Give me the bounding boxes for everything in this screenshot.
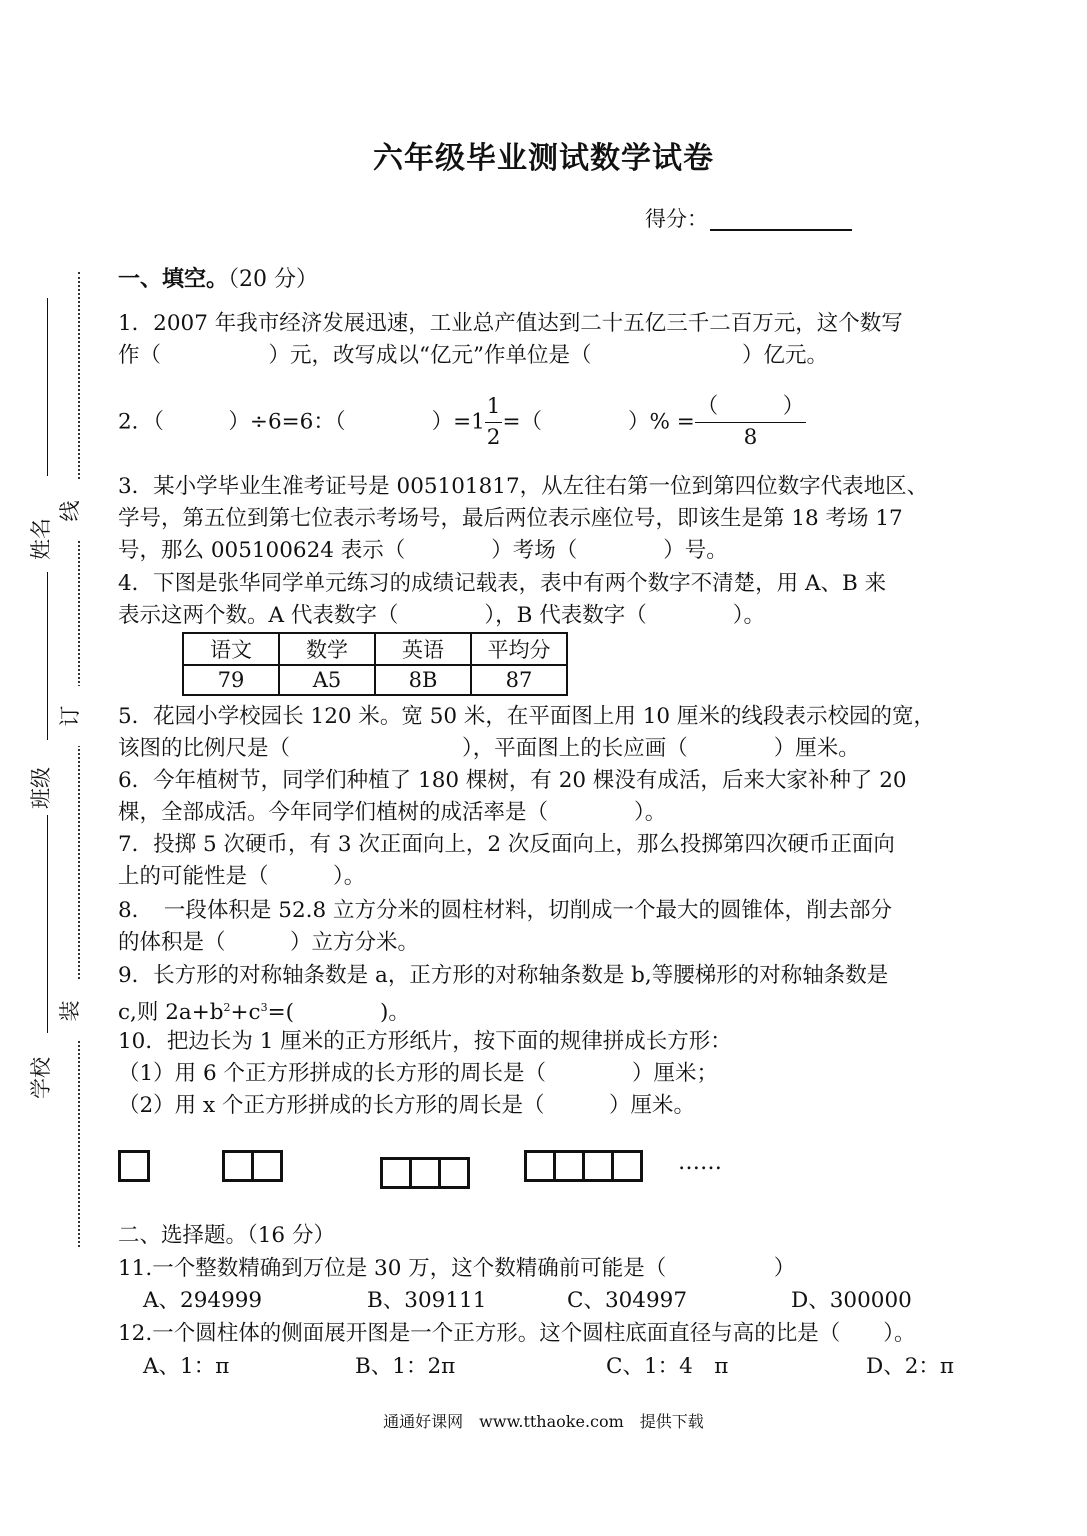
pattern3-square (380, 1157, 412, 1189)
section1-title: 一、填空。 (118, 267, 229, 292)
pattern4-square (582, 1150, 614, 1182)
q10-line3: （2）用 x 个正方形拼成的长方形的周长是（ ）厘米。 (118, 1093, 695, 1118)
header-chinese: 语文 (183, 633, 279, 665)
q1-line1: 1．2007 年我市经济发展迅速，工业总产值达到二十五亿三千二百万元，这个数写 (118, 311, 903, 336)
q2-mixed-numerator: 1 (485, 392, 503, 423)
pattern3-square (409, 1157, 441, 1189)
question-8 (118, 895, 892, 959)
q11-option-d[interactable]: D、300000 (791, 1288, 912, 1313)
question-7 (118, 829, 895, 893)
question-1 (118, 308, 903, 372)
q12-option-b[interactable]: B、1：2π (355, 1354, 456, 1379)
q2-frac-numerator[interactable]: （ ） (695, 392, 807, 423)
value-chinese: 79 (183, 665, 279, 695)
score-label: 得分： (645, 207, 708, 231)
q6-line1: 6．今年植树节，同学们种植了 180 棵树，有 20 棵没有成活，后来大家补种了 20 (118, 768, 907, 793)
section1-heading (118, 262, 318, 293)
q2-part1: 2．（ ）÷6=6：（ ）=1 (118, 409, 485, 435)
q8-line1: 8． 一段体积是 52.8 立方分米的圆柱材料，切削成一个最大的圆锥体，削去部分 (118, 898, 892, 923)
q9-line1: 9．长方形的对称轴条数是 a，正方形的对称轴条数是 b,等腰梯形的对称轴条数是 (118, 963, 889, 988)
seal-word-line: 线 (54, 481, 84, 541)
question-4 (118, 568, 886, 632)
q9-exp-c: 3 (260, 1001, 268, 1014)
question-10 (118, 1026, 732, 1122)
q9-expr-c: =( )。 (267, 1000, 410, 1026)
q2-eighths-fraction (695, 392, 807, 453)
seal-word-bind: 订 (54, 686, 84, 746)
q12-option-c[interactable]: C、1：4 π (606, 1354, 729, 1379)
q7-line2: 上的可能性是（ ）。 (118, 864, 366, 889)
pattern3-square (438, 1157, 470, 1189)
pattern2-square (222, 1150, 254, 1182)
school-rule (47, 815, 48, 1033)
q9-expr-b: +c (230, 1000, 261, 1026)
q11-option-a[interactable]: A、294999 (143, 1288, 263, 1313)
pattern4-square (553, 1150, 585, 1182)
q2-mixed-fraction (485, 392, 503, 453)
q9-line2 (118, 992, 888, 1029)
name-rule (47, 298, 48, 476)
page-title: 六年级毕业测试数学试卷 (373, 141, 714, 176)
q11-option-b[interactable]: B、309111 (367, 1288, 487, 1313)
value-english: 8B (375, 665, 471, 695)
class-field-label: 班级 (29, 767, 53, 809)
q10-line2: （1）用 6 个正方形拼成的长方形的周长是（ ）厘米； (118, 1061, 719, 1086)
q11-option-c[interactable]: C、304997 (567, 1288, 688, 1313)
name-field-label: 姓名 (29, 518, 53, 560)
q12-option-d[interactable]: D、2：π (866, 1354, 955, 1379)
q3-line1: 3．某小学毕业生准考证号是 005101817，从左往右第一位到第四位数字代表地区、 (118, 474, 929, 499)
pattern4-square (611, 1150, 643, 1182)
grades-table (182, 632, 568, 696)
q2-frac-denominator: 8 (743, 425, 758, 450)
question-6 (118, 765, 907, 829)
q1-line2: 作（ ）元，改写成以“亿元”作单位是（ ）亿元。 (118, 343, 828, 368)
pattern2-square (251, 1150, 283, 1182)
question-2 (118, 392, 806, 453)
q3-line3: 号，那么 005100624 表示（ ）考场（ ）号。 (118, 538, 728, 563)
footer-credit: 通通好课网 www.tthaoke.com 提供下载 (383, 1412, 704, 1431)
question-5 (118, 701, 935, 765)
q2-mixed-denominator: 2 (486, 425, 501, 450)
q4-line1: 4．下图是张华同学单元练习的成绩记载表，表中有两个数字不清楚，用 A、B 来 (118, 571, 887, 596)
value-average: 87 (471, 665, 567, 695)
q9-expr-a: c,则 2a+b (118, 1000, 224, 1026)
pattern1-square (118, 1150, 150, 1182)
q5-line1: 5．花园小学校园长 120 米。宽 50 米，在平面图上用 10 厘米的线段表示校园的宽， (118, 704, 935, 729)
q4-line2: 表示这两个数。A 代表数字（ ），B 代表数字（ ）。 (118, 603, 765, 628)
q8-line2: 的体积是（ ）立方分米。 (118, 930, 420, 955)
grades-value-row (183, 665, 567, 695)
q5-line2: 该图的比例尺是（ ），平面图上的长应画（ ）厘米。 (118, 736, 860, 761)
q10-line1: 10．把边长为 1 厘米的正方形纸片，按下面的规律拼成长方形： (118, 1029, 732, 1054)
pattern4-square (524, 1150, 556, 1182)
q7-line1: 7．投掷 5 次硬币，有 3 次正面向上，2 次反面向上，那么投掷第四次硬币正面向 (118, 832, 895, 857)
value-math: A5 (279, 665, 375, 695)
grades-header-row (183, 633, 567, 665)
question-3 (118, 471, 928, 567)
pattern-ellipsis: …… (678, 1150, 722, 1175)
q12-option-a[interactable]: A、1：π (143, 1354, 230, 1379)
seal-word-pack: 装 (54, 981, 84, 1041)
school-field-label: 学校 (29, 1057, 53, 1099)
q2-part2: =（ ）% = (502, 409, 695, 435)
question-9 (118, 960, 888, 1029)
section2-heading: 二、选择题。（16 分） (118, 1223, 335, 1248)
header-math: 数学 (279, 633, 375, 665)
header-average: 平均分 (471, 633, 567, 665)
binding-dotted-line (78, 272, 80, 1247)
q6-line2: 棵，全部成活。今年同学们植树的成活率是（ ）。 (118, 800, 667, 825)
q9-exp-b: 2 (223, 1001, 231, 1014)
score-blank[interactable] (710, 229, 852, 231)
header-english: 英语 (375, 633, 471, 665)
q11-stem: 11.一个整数精确到万位是 30 万，这个数精确前可能是（ ） (118, 1256, 796, 1281)
q12-stem: 12.一个圆柱体的侧面展开图是一个正方形。这个圆柱底面直径与高的比是（ ）。 (118, 1321, 916, 1346)
class-rule (47, 572, 48, 740)
section1-points: （20 分） (228, 267, 319, 292)
q3-line2: 学号，第五位到第七位表示考场号，最后两位表示座位号，即该生是第 18 考场 17 (118, 506, 903, 531)
